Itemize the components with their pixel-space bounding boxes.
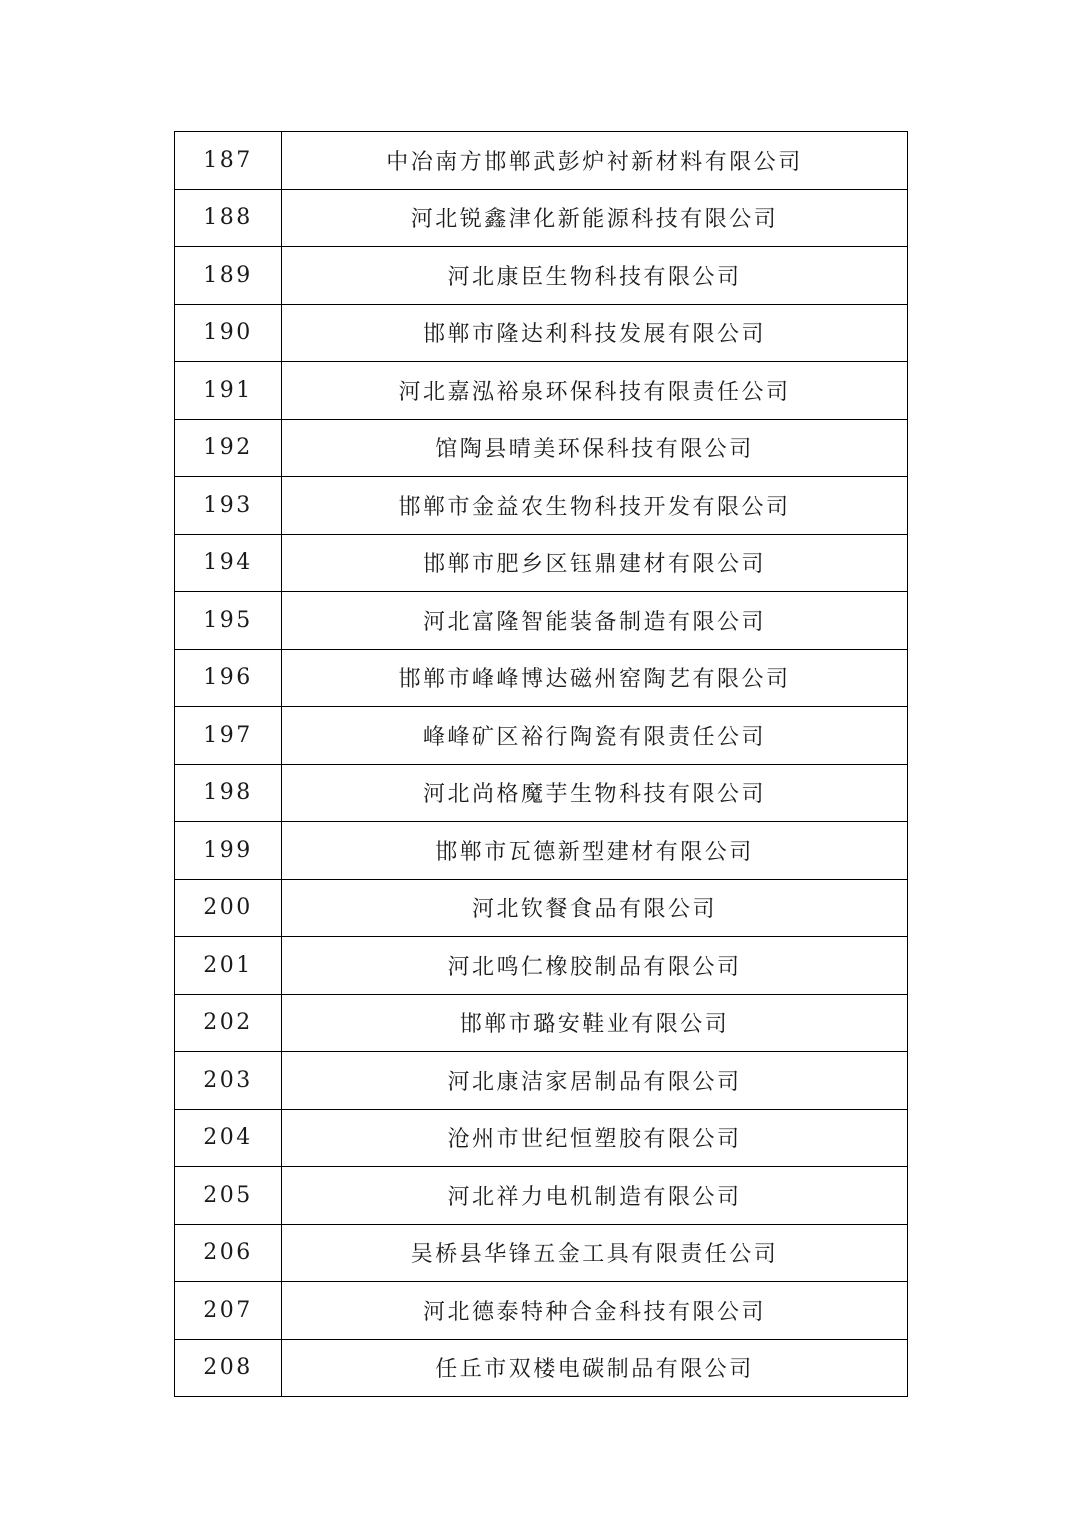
company-name: 峰峰矿区裕行陶瓷有限责任公司 <box>282 707 908 765</box>
table-row <box>175 477 908 535</box>
company-name: 邯郸市璐安鞋业有限公司 <box>282 994 908 1052</box>
company-name: 邯郸市瓦德新型建材有限公司 <box>282 822 908 880</box>
company-name: 河北富隆智能装备制造有限公司 <box>282 592 908 650</box>
company-name: 河北鸣仁橡胶制品有限公司 <box>282 937 908 995</box>
row-number: 187 <box>175 132 282 190</box>
row-number: 198 <box>175 764 282 822</box>
row-number: 190 <box>175 304 282 362</box>
table-row <box>175 362 908 420</box>
table-row <box>175 592 908 650</box>
company-name: 邯郸市金益农生物科技开发有限公司 <box>282 477 908 535</box>
table-row <box>175 132 908 190</box>
company-list-table <box>174 131 908 1397</box>
table-row <box>175 879 908 937</box>
company-name: 沧州市世纪恒塑胶有限公司 <box>282 1109 908 1167</box>
table-row <box>175 994 908 1052</box>
row-number: 195 <box>175 592 282 650</box>
row-number: 188 <box>175 189 282 247</box>
table-row <box>175 1224 908 1282</box>
table-row <box>175 1339 908 1397</box>
table-row <box>175 649 908 707</box>
company-name: 邯郸市隆达利科技发展有限公司 <box>282 304 908 362</box>
company-name: 河北嘉泓裕泉环保科技有限责任公司 <box>282 362 908 420</box>
table-row <box>175 189 908 247</box>
row-number: 206 <box>175 1224 282 1282</box>
company-name: 邯郸市肥乡区钰鼎建材有限公司 <box>282 534 908 592</box>
company-name: 河北祥力电机制造有限公司 <box>282 1167 908 1225</box>
row-number: 197 <box>175 707 282 765</box>
table-row <box>175 822 908 880</box>
table-row <box>175 247 908 305</box>
company-name: 吴桥县华锋五金工具有限责任公司 <box>282 1224 908 1282</box>
table-row <box>175 1167 908 1225</box>
row-number: 201 <box>175 937 282 995</box>
table-row <box>175 1052 908 1110</box>
table-row <box>175 534 908 592</box>
row-number: 189 <box>175 247 282 305</box>
company-name: 河北德泰特种合金科技有限公司 <box>282 1282 908 1340</box>
company-name: 河北康洁家居制品有限公司 <box>282 1052 908 1110</box>
company-name: 任丘市双楼电碳制品有限公司 <box>282 1339 908 1397</box>
table-row <box>175 304 908 362</box>
company-name: 河北康臣生物科技有限公司 <box>282 247 908 305</box>
company-name: 中冶南方邯郸武彭炉衬新材料有限公司 <box>282 132 908 190</box>
row-number: 205 <box>175 1167 282 1225</box>
row-number: 204 <box>175 1109 282 1167</box>
company-name: 馆陶县晴美环保科技有限公司 <box>282 419 908 477</box>
company-name: 河北尚格魔芋生物科技有限公司 <box>282 764 908 822</box>
row-number: 199 <box>175 822 282 880</box>
table-row <box>175 937 908 995</box>
row-number: 193 <box>175 477 282 535</box>
row-number: 200 <box>175 879 282 937</box>
row-number: 207 <box>175 1282 282 1340</box>
table-row <box>175 1109 908 1167</box>
row-number: 196 <box>175 649 282 707</box>
row-number: 192 <box>175 419 282 477</box>
company-name: 邯郸市峰峰博达磁州窑陶艺有限公司 <box>282 649 908 707</box>
company-name: 河北锐鑫津化新能源科技有限公司 <box>282 189 908 247</box>
table-row <box>175 707 908 765</box>
table-row <box>175 1282 908 1340</box>
table-body <box>175 132 908 1397</box>
company-name: 河北钦餐食品有限公司 <box>282 879 908 937</box>
row-number: 202 <box>175 994 282 1052</box>
table-row <box>175 419 908 477</box>
row-number: 203 <box>175 1052 282 1110</box>
table-row <box>175 764 908 822</box>
row-number: 208 <box>175 1339 282 1397</box>
row-number: 194 <box>175 534 282 592</box>
row-number: 191 <box>175 362 282 420</box>
